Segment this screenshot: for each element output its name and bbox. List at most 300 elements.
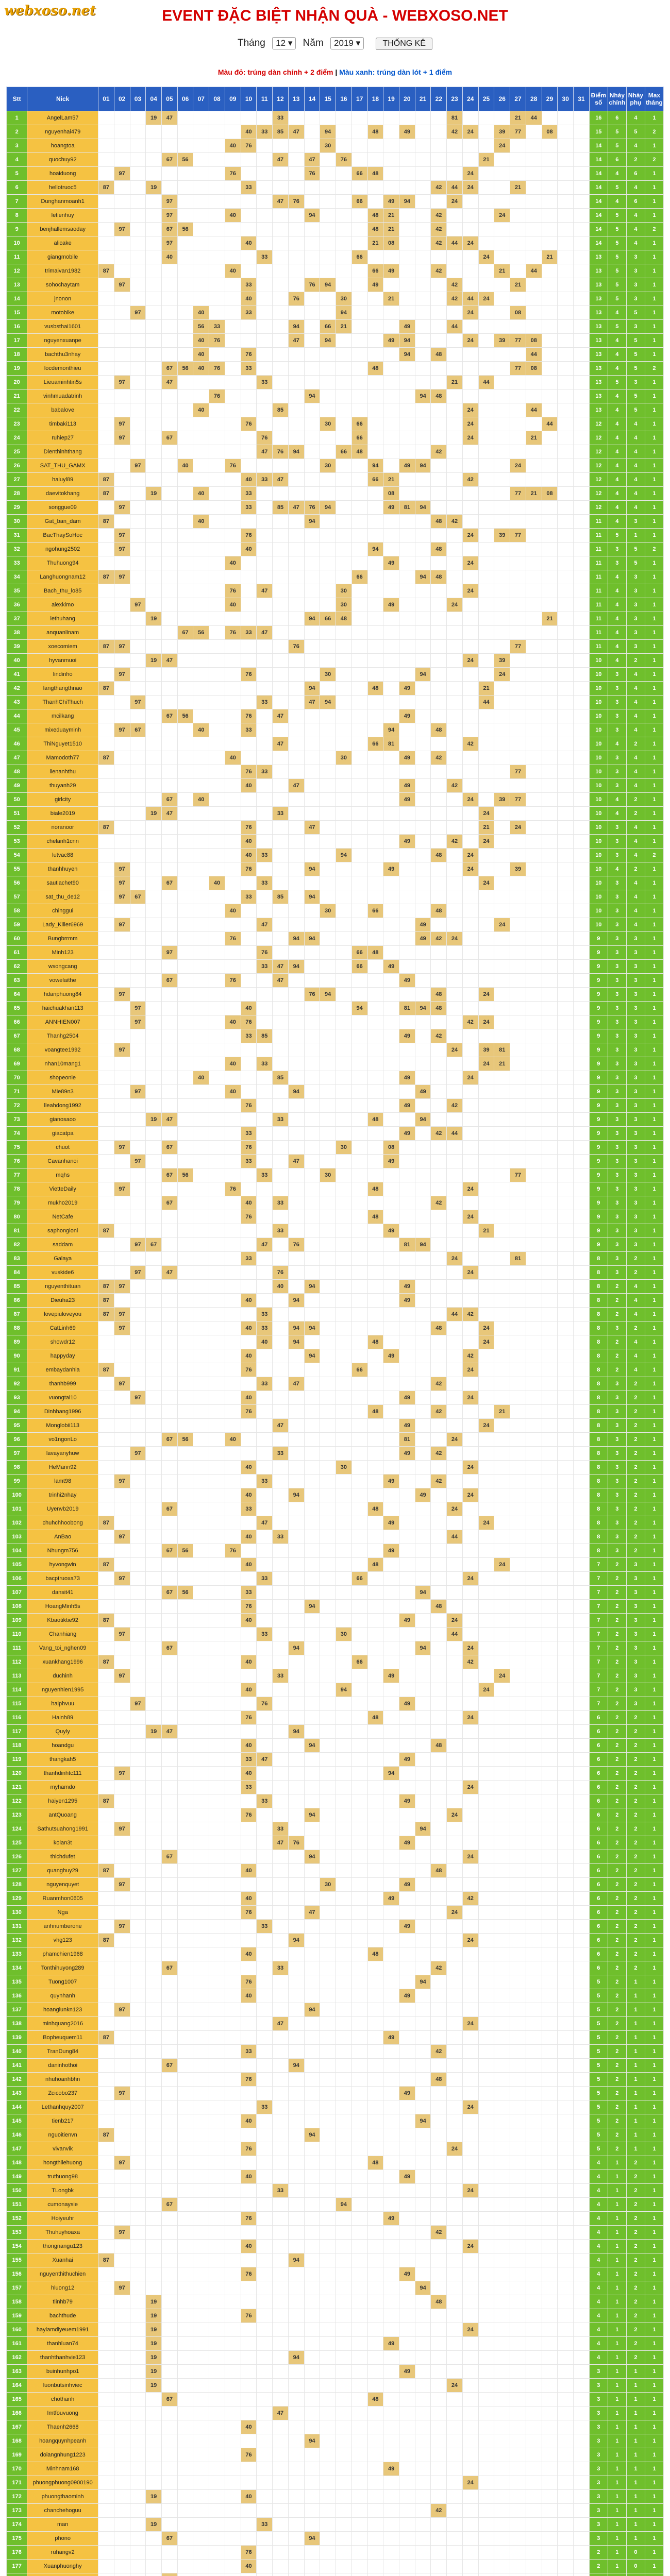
year-select[interactable] [330, 37, 364, 49]
hit-cell: 97 [130, 1002, 146, 1015]
row-index: 5 [7, 167, 27, 181]
day-cell [146, 696, 162, 709]
day-cell [177, 890, 193, 904]
day-cell [146, 1419, 162, 1433]
row-max-month: 1 [645, 236, 663, 250]
day-cell [542, 709, 558, 723]
row-nick: Quyly [27, 1725, 98, 1739]
hit-cell: 47 [257, 1753, 273, 1767]
day-cell [320, 1850, 336, 1864]
day-cell [209, 1641, 225, 1655]
day-cell [304, 779, 320, 793]
hit-cell: 33 [257, 1057, 273, 1071]
day-cell [415, 890, 431, 904]
day-cell [526, 181, 542, 195]
row-nick: anquanlinam [27, 626, 98, 640]
table-row [7, 1266, 664, 1280]
hit-cell: 49 [383, 1669, 399, 1683]
day-cell [304, 876, 320, 890]
day-cell [462, 223, 478, 236]
day-cell [161, 403, 177, 417]
hit-cell: 49 [399, 974, 415, 988]
day-cell [336, 1391, 352, 1405]
hit-cell: 94 [304, 1321, 320, 1335]
day-cell [558, 1906, 574, 1920]
day-cell [288, 1447, 304, 1461]
day-cell [542, 1781, 558, 1794]
day-cell [431, 1085, 447, 1099]
day-cell [510, 236, 526, 250]
hit-cell: 76 [241, 1405, 257, 1419]
hit-cell: 21 [510, 278, 526, 292]
day-cell [320, 1669, 336, 1683]
hit-cell: 56 [177, 223, 193, 236]
day-cell [114, 1683, 130, 1697]
day-cell [462, 264, 478, 278]
hit-cell: 97 [114, 529, 130, 543]
day-cell [161, 1349, 177, 1363]
day-cell [351, 640, 367, 654]
day-cell [431, 1266, 447, 1280]
hit-cell: 94 [336, 849, 352, 862]
day-cell [383, 1836, 399, 1850]
row-nick: xoecomiem [27, 640, 98, 654]
day-cell [383, 821, 399, 835]
day-cell [478, 570, 494, 584]
hit-cell: 87 [98, 821, 114, 835]
row-sub-hits: 2 [626, 1419, 645, 1433]
day-cell [177, 1391, 193, 1405]
row-max-month: 1 [645, 1280, 663, 1294]
row-main-hits: 4 [608, 654, 626, 668]
header-day: 23 [447, 87, 463, 111]
hit-cell: 76 [304, 167, 320, 181]
hit-cell: 66 [336, 445, 352, 459]
row-sub-hits: 2 [626, 807, 645, 821]
hit-cell: 30 [320, 1168, 336, 1182]
day-cell [367, 139, 383, 153]
day-cell [273, 1461, 289, 1475]
day-cell [526, 1224, 542, 1238]
day-cell [431, 1308, 447, 1321]
row-nick: ruhiep27 [27, 431, 98, 445]
hit-cell: 76 [288, 292, 304, 306]
day-cell [510, 1141, 526, 1155]
hit-cell: 49 [415, 918, 431, 932]
hit-cell: 94 [304, 209, 320, 223]
day-cell [415, 960, 431, 974]
hit-cell: 87 [98, 1516, 114, 1530]
day-cell [383, 1113, 399, 1127]
day-cell [462, 1405, 478, 1419]
day-cell [98, 626, 114, 640]
hit-cell: 48 [431, 543, 447, 556]
hit-cell: 39 [494, 654, 510, 668]
hit-cell: 81 [399, 501, 415, 515]
hit-cell: 76 [225, 626, 241, 640]
row-max-month: 1 [645, 348, 663, 362]
day-cell [462, 1725, 478, 1739]
row-score: 6 [589, 1864, 608, 1878]
day-cell [542, 974, 558, 988]
day-cell [542, 1488, 558, 1502]
day-cell [114, 1391, 130, 1405]
day-cell [225, 431, 241, 445]
day-cell [510, 1155, 526, 1168]
day-cell [336, 1739, 352, 1753]
day-cell [399, 960, 415, 974]
day-cell [336, 431, 352, 445]
day-cell [161, 1210, 177, 1224]
row-main-hits: 2 [608, 1725, 626, 1739]
day-cell [478, 111, 494, 125]
day-cell [542, 1196, 558, 1210]
day-cell [273, 626, 289, 640]
day-cell [478, 1308, 494, 1321]
row-score: 6 [589, 1781, 608, 1794]
day-cell [98, 320, 114, 334]
day-cell [367, 1586, 383, 1600]
day-cell [462, 1224, 478, 1238]
day-cell [177, 1349, 193, 1363]
row-main-hits: 3 [608, 1182, 626, 1196]
day-cell [383, 1711, 399, 1725]
hit-cell: 24 [447, 1614, 463, 1628]
day-cell [367, 1266, 383, 1280]
day-cell [336, 1308, 352, 1321]
day-cell [574, 209, 590, 223]
day-cell [351, 1391, 367, 1405]
day-cell [510, 1447, 526, 1461]
day-cell [209, 417, 225, 431]
hit-cell: 42 [447, 835, 463, 849]
hit-cell: 42 [447, 125, 463, 139]
table-row [7, 1335, 664, 1349]
hit-cell: 49 [399, 1753, 415, 1767]
day-cell [462, 932, 478, 946]
hit-cell: 33 [241, 306, 257, 320]
day-cell [574, 682, 590, 696]
day-cell [336, 1530, 352, 1544]
day-cell [558, 835, 574, 849]
day-cell [447, 1280, 463, 1294]
day-cell [161, 1600, 177, 1614]
day-cell [526, 1822, 542, 1836]
day-cell [98, 1155, 114, 1168]
day-cell [193, 1850, 209, 1864]
hit-cell: 49 [383, 1892, 399, 1906]
row-nick: giacatpa [27, 1127, 98, 1141]
row-index: 96 [7, 1433, 27, 1447]
day-cell [273, 1141, 289, 1155]
day-cell [320, 556, 336, 570]
day-cell [367, 487, 383, 501]
day-cell [320, 709, 336, 723]
row-nick: xuankhang1996 [27, 1655, 98, 1669]
row-sub-hits: 2 [626, 153, 645, 167]
row-sub-hits: 2 [626, 1266, 645, 1280]
day-cell [161, 1558, 177, 1572]
row-nick: sohochaytam [27, 278, 98, 292]
hit-cell: 66 [351, 417, 367, 431]
day-cell [574, 334, 590, 348]
day-cell [146, 946, 162, 960]
day-cell [193, 737, 209, 751]
day-cell [399, 487, 415, 501]
table-row [7, 1280, 664, 1294]
row-max-month: 1 [645, 1099, 663, 1113]
day-cell [367, 626, 383, 640]
table-row [7, 1071, 664, 1085]
day-cell [574, 1586, 590, 1600]
day-cell [510, 445, 526, 459]
day-cell [304, 292, 320, 306]
day-cell [257, 1850, 273, 1864]
row-score: 8 [589, 1405, 608, 1419]
hit-cell: 42 [431, 932, 447, 946]
day-cell [130, 1794, 146, 1808]
table-row [7, 1002, 664, 1015]
statistics-button[interactable]: THỐNG KÊ [376, 38, 432, 50]
day-cell [351, 264, 367, 278]
row-sub-hits: 4 [626, 1280, 645, 1294]
table-row [7, 334, 664, 348]
day-cell [351, 821, 367, 835]
row-score: 9 [589, 1071, 608, 1085]
row-max-month: 1 [645, 709, 663, 723]
day-cell [98, 1711, 114, 1725]
day-cell [574, 654, 590, 668]
hit-cell: 97 [130, 1391, 146, 1405]
day-cell [225, 1141, 241, 1155]
day-cell [574, 1669, 590, 1683]
day-cell [367, 1002, 383, 1015]
day-cell [478, 529, 494, 543]
day-cell [351, 765, 367, 779]
hit-cell: 49 [399, 125, 415, 139]
day-cell [383, 1391, 399, 1405]
table-row [7, 209, 664, 223]
day-cell [209, 459, 225, 473]
day-cell [462, 1168, 478, 1182]
day-cell [193, 389, 209, 403]
day-cell [558, 946, 574, 960]
day-cell [447, 668, 463, 682]
day-cell [447, 1182, 463, 1196]
day-cell [399, 362, 415, 376]
day-cell [351, 1196, 367, 1210]
row-index: 71 [7, 1085, 27, 1099]
day-cell [494, 1349, 510, 1363]
day-cell [130, 1196, 146, 1210]
legend [0, 68, 670, 76]
day-cell [114, 821, 130, 835]
day-cell [193, 556, 209, 570]
hit-cell: 21 [336, 320, 352, 334]
day-cell [241, 946, 257, 960]
day-cell [193, 543, 209, 556]
row-nick: thanhhuyen [27, 862, 98, 876]
hit-cell: 81 [383, 737, 399, 751]
day-cell [351, 974, 367, 988]
day-cell [161, 1655, 177, 1669]
day-cell [558, 1475, 574, 1488]
month-select[interactable] [272, 37, 296, 49]
day-cell [415, 376, 431, 389]
day-cell [574, 1168, 590, 1182]
month-label: Tháng [238, 38, 265, 48]
day-cell [494, 1767, 510, 1781]
row-max-month: 1 [645, 515, 663, 529]
hit-cell: 24 [494, 1558, 510, 1572]
day-cell [526, 1029, 542, 1043]
day-cell [209, 292, 225, 306]
day-cell [177, 445, 193, 459]
day-cell [336, 890, 352, 904]
day-cell [257, 1002, 273, 1015]
row-nick: HoangMinh5s [27, 1600, 98, 1614]
day-cell [257, 1252, 273, 1266]
row-max-month: 1 [645, 320, 663, 334]
day-cell [304, 1725, 320, 1739]
hit-cell: 85 [273, 890, 289, 904]
table-row [7, 1043, 664, 1057]
day-cell [130, 209, 146, 223]
day-cell [351, 1433, 367, 1447]
day-cell [367, 195, 383, 209]
row-score: 11 [589, 570, 608, 584]
day-cell [494, 223, 510, 236]
row-index: 116 [7, 1711, 27, 1725]
hit-cell: 19 [146, 111, 162, 125]
row-index: 67 [7, 1029, 27, 1043]
day-cell [288, 1127, 304, 1141]
day-cell [320, 1781, 336, 1794]
row-main-hits: 3 [608, 556, 626, 570]
table-row [7, 1641, 664, 1655]
day-cell [494, 1502, 510, 1516]
row-sub-hits: 4 [626, 751, 645, 765]
day-cell [526, 584, 542, 598]
day-cell [399, 1461, 415, 1475]
row-sub-hits: 3 [626, 1182, 645, 1196]
day-cell [462, 723, 478, 737]
hit-cell: 67 [161, 223, 177, 236]
day-cell [273, 1781, 289, 1794]
day-cell [558, 1155, 574, 1168]
hit-cell: 33 [273, 1224, 289, 1238]
row-nick: motobike [27, 306, 98, 320]
row-main-hits: 5 [608, 264, 626, 278]
day-cell [558, 167, 574, 181]
day-cell [288, 223, 304, 236]
row-max-month: 1 [645, 1196, 663, 1210]
day-cell [510, 1308, 526, 1321]
day-cell [399, 1085, 415, 1099]
row-main-hits: 3 [608, 876, 626, 890]
day-cell [399, 1683, 415, 1697]
day-cell [257, 501, 273, 515]
day-cell [574, 918, 590, 932]
hit-cell: 21 [494, 1405, 510, 1419]
day-cell [510, 1363, 526, 1377]
day-cell [273, 1002, 289, 1015]
site-logo[interactable]: webxoso.net [4, 3, 96, 19]
day-cell [574, 501, 590, 515]
day-cell [462, 904, 478, 918]
day-cell [177, 1669, 193, 1683]
day-cell [494, 459, 510, 473]
hit-cell: 94 [288, 1641, 304, 1655]
day-cell [367, 696, 383, 709]
day-cell [526, 1878, 542, 1892]
day-cell [209, 1433, 225, 1447]
day-cell [98, 1113, 114, 1127]
day-cell [161, 1405, 177, 1419]
day-cell [478, 431, 494, 445]
day-cell [447, 1363, 463, 1377]
hit-cell: 21 [367, 236, 383, 250]
row-max-month: 1 [645, 1544, 663, 1558]
hit-cell: 40 [241, 779, 257, 793]
row-main-hits: 4 [608, 306, 626, 320]
day-cell [494, 1586, 510, 1600]
day-cell [336, 682, 352, 696]
hit-cell: 21 [383, 473, 399, 487]
day-cell [146, 1502, 162, 1516]
day-cell [288, 543, 304, 556]
day-cell [431, 431, 447, 445]
day-cell [225, 988, 241, 1002]
row-sub-hits: 3 [626, 1085, 645, 1099]
day-cell [558, 1836, 574, 1850]
day-cell [574, 1308, 590, 1321]
day-cell [304, 1335, 320, 1349]
day-cell [367, 1308, 383, 1321]
day-cell [574, 529, 590, 543]
hit-cell: 48 [431, 1864, 447, 1878]
row-nick: shopeonie [27, 1071, 98, 1085]
day-cell [225, 1781, 241, 1794]
day-cell [447, 1238, 463, 1252]
day-cell [367, 1628, 383, 1641]
day-cell [146, 793, 162, 807]
day-cell [336, 181, 352, 195]
day-cell [510, 918, 526, 932]
hit-cell: 85 [273, 1071, 289, 1085]
day-cell [304, 1308, 320, 1321]
day-cell [130, 1683, 146, 1697]
day-cell [431, 292, 447, 306]
day-cell [542, 570, 558, 584]
hit-cell: 42 [431, 236, 447, 250]
day-cell [209, 195, 225, 209]
day-cell [146, 1488, 162, 1502]
hit-cell: 21 [542, 250, 558, 264]
day-cell [209, 1419, 225, 1433]
day-cell [574, 1377, 590, 1391]
day-cell [98, 1878, 114, 1892]
day-cell [542, 1600, 558, 1614]
row-nick: bacptruoxa73 [27, 1572, 98, 1586]
day-cell [383, 1461, 399, 1475]
row-score: 9 [589, 932, 608, 946]
table-row [7, 904, 664, 918]
day-cell [367, 1600, 383, 1614]
day-cell [558, 1057, 574, 1071]
day-cell [209, 1447, 225, 1461]
day-cell [351, 751, 367, 765]
